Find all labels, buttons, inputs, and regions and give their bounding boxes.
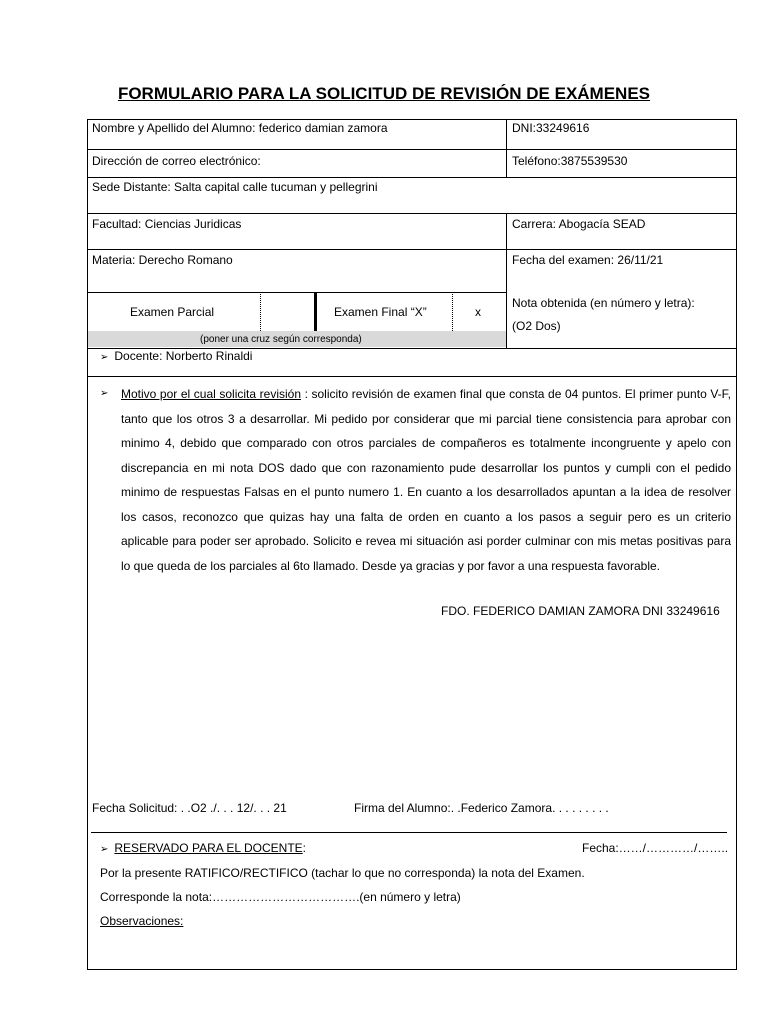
faculty-field: Facultad: Ciencias Juridicas [92,217,242,231]
reason-paragraph [121,382,731,578]
arrow-bullet-icon: ➢ [100,352,109,363]
reason-text: : solicito revisión de examen final que consta de 04 puntos. El primer punto V-F, tanto que los otros 3 a desarrollar. Mi pedido por considerar que mi parcial tiene consistencia para aprobar con minimo 4, debido que comparado con otros parciales de compañeros es totalmente incongruente y apelo con discrepancia en mi nota DOS dado que con razonamiento pude desarrollar los puntos y cumpli con el pedido minimo de respuestas Falsas en el punto numero 1. En cuanto a los desarrollados apuntan a la idea de resolver los casos, reconozco que quizas hay una falta de orden en cuanto a los pasos a seguir pero es un criterio aplicable para poder ser aprobado. Solicito e revea mi situación asi porder culminar con mis metas positivas para lo que queda de los parciales al 6to llamado. Desde ya gracias y por favor a una respuesta favorable. [121,387,731,573]
reason-label: Motivo por el cual solicita revisión [121,387,301,401]
partial-exam-label: Examen Parcial [130,305,215,319]
footer-divider [91,832,727,833]
page-title: FORMULARIO PARA LA SOLICITUD DE REVISIÓN DE EXÁMENES [117,84,651,103]
ratify-text: Por la presente RATIFICO/RECTIFICO (tachar lo que no corresponda) la nota del Examen. [100,866,585,880]
row-divider [87,149,737,150]
arrow-bullet-icon: ➢ [100,844,109,855]
final-exam-mark: x [475,305,481,319]
row-divider [87,213,737,214]
grade-label: Nota obtenida (en número y letra): [512,296,695,310]
student-name-field: Nombre y Apellido del Alumno: federico damian zamora [92,121,388,135]
grade-value: (O2 Dos) [512,319,561,333]
teacher-date-field: Fecha:……/…………/…….. [582,841,729,855]
phone-field: Teléfono:3875539530 [512,154,628,168]
request-date: Fecha Solicitud: . .O2 ./. . . 12/. . . 21 [92,801,287,815]
mark-instruction: (poner una cruz según corresponda) [200,334,362,345]
teacher-text: Docente: Norberto Rinaldi [114,349,253,363]
career-field: Carrera: Abogacía SEAD [512,217,646,231]
reserved-colon: : [302,841,307,855]
campus-field: Sede Distante: Salta capital calle tucuman y pellegrini [92,180,378,194]
observations-label: Observaciones: [100,914,184,928]
subject-field: Materia: Derecho Romano [92,253,233,267]
column-divider [506,119,507,348]
row-divider [87,249,737,250]
arrow-bullet-icon: ➢ [100,388,109,399]
row-divider [87,376,737,377]
student-signature: Firma del Alumno:. .Federico Zamora. . . . . . . . . [354,801,609,815]
dni-field: DNI:33249616 [512,121,590,135]
reserved-section-header [96,841,310,857]
reserved-label: RESERVADO PARA EL DOCENTE [114,841,303,855]
exam-date-field: Fecha del examen: 26/11/21 [512,253,664,267]
teacher-field [96,349,256,365]
box-divider [452,292,453,331]
box-divider [314,292,317,331]
box-divider [260,292,261,331]
grade-correspond-field: Corresponde la nota:……………………………….(en número y letra) [100,890,461,904]
signature-line: FDO. FEDERICO DAMIAN ZAMORA DNI 33249616 [441,604,720,618]
span-mask [505,178,508,213]
email-field: Dirección de correo electrónico: [92,154,261,168]
row-divider [87,292,507,293]
row-divider [87,177,737,178]
final-exam-label: Examen Final “X” [334,305,427,319]
